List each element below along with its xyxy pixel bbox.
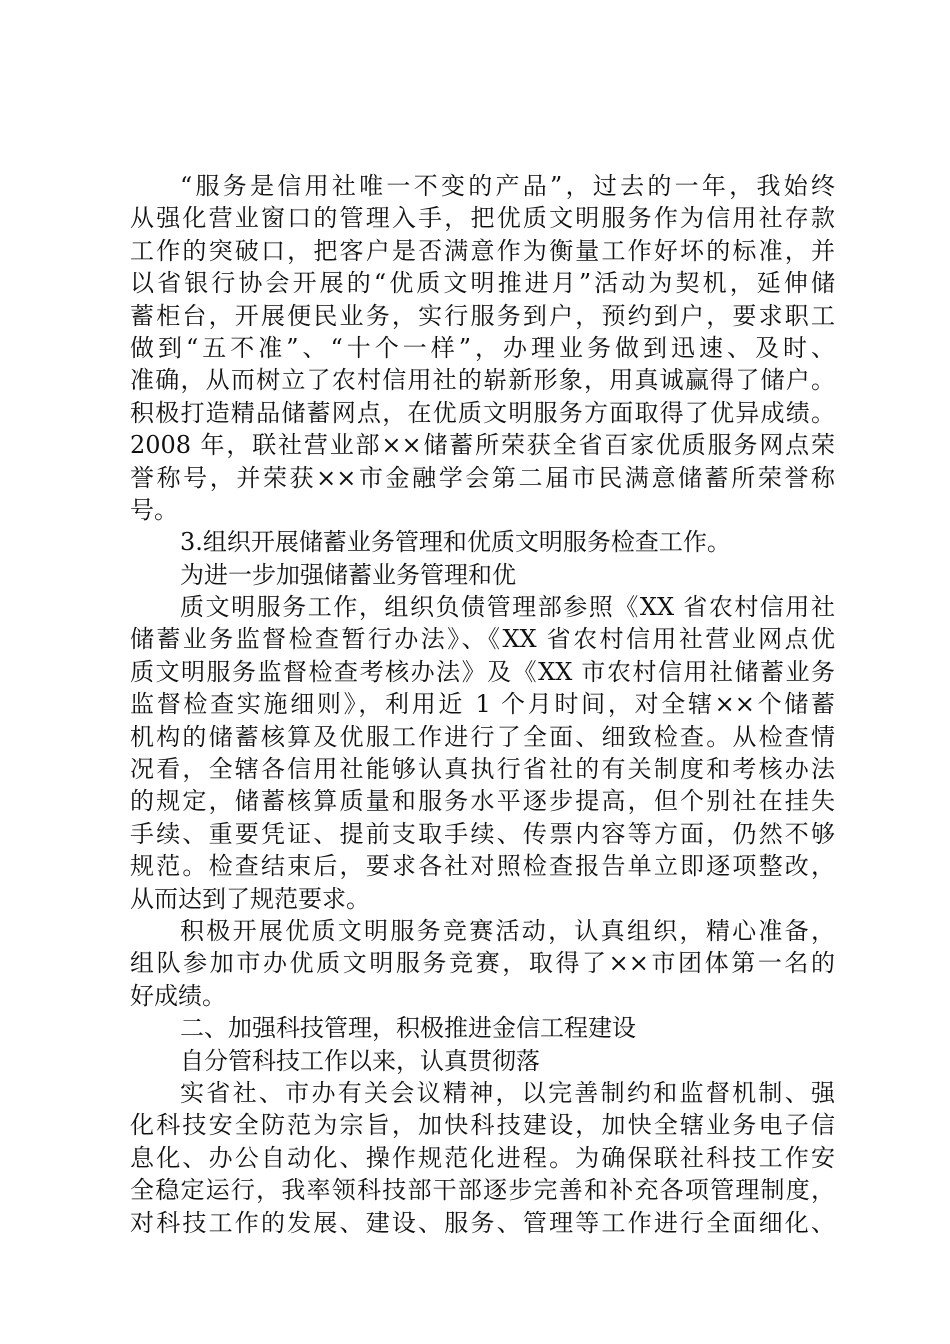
text-line: 手续、重要凭证、提前支取手续、传票内容等方面，仍然不够 (130, 819, 835, 848)
text-line: 为进一步加强储蓄业务管理和优 (180, 560, 516, 589)
text-line: 号。 (130, 495, 178, 524)
text-line: “服务是信用社唯一不变的产品”，过去的一年，我始终 (180, 172, 835, 200)
text-line: 机构的储蓄核算及优服工作进行了全面、细致检查。从检查情 (130, 722, 835, 751)
text-line: 3.组织开展储蓄业务管理和优质文明服务检查工作。 (180, 528, 731, 557)
text-line: 全稳定运行，我率领科技部干部逐步完善和补充各项管理制度， (130, 1176, 835, 1205)
text-line: 以省银行协会开展的“优质文明推进月”活动为契机，延伸储 (130, 269, 835, 298)
text-line: 监督检查实施细则》，利用近 1 个月时间，对全辖××个储蓄 (130, 690, 835, 719)
text-line: 工作的突破口，把客户是否满意作为衡量工作好坏的标准，并 (130, 236, 835, 265)
text-line: 的规定，储蓄核算质量和服务水平逐步提高，但个别社在挂失 (130, 787, 835, 816)
text-line: 好成绩。 (130, 981, 226, 1010)
text-line: 组队参加市办优质文明服务竞赛，取得了××市团体第一名的 (130, 949, 835, 978)
text-line: 储蓄业务监督检查暂行办法》、《XX 省农村信用社营业网点优 (130, 625, 835, 654)
document-body (130, 170, 835, 1239)
text-line: 从而达到了规范要求。 (130, 884, 370, 913)
text-line: 誉称号，并荣获××市金融学会第二届市民满意储蓄所荣誉称 (130, 463, 835, 492)
text-line: 息化、办公自动化、操作规范化进程。为确保联社科技工作安 (130, 1143, 835, 1172)
text-line: 化科技安全防范为宗旨，加快科技建设，加快全辖业务电子信 (130, 1111, 835, 1140)
text-line: 积极打造精品储蓄网点，在优质文明服务方面取得了优异成绩。 (130, 398, 835, 427)
text-line: 规范。检查结束后，要求各社对照检查报告单立即逐项整改， (130, 852, 835, 881)
text-line: 自分管科技工作以来，认真贯彻落 (180, 1046, 540, 1075)
text-line: 实省社、市办有关会议精神，以完善制约和监督机制、强 (180, 1078, 835, 1107)
text-line: 质文明服务工作，组织负债管理部参照《XX 省农村信用社 (180, 593, 835, 622)
text-line: 况看，全辖各信用社能够认真执行省社的有关制度和考核办法 (130, 755, 835, 784)
text-line: 质文明服务监督检查考核办法》及《XX 市农村信用社储蓄业务 (130, 657, 835, 686)
text-line: 蓄柜台，开展便民业务，实行服务到户，预约到户，要求职工 (130, 301, 835, 330)
text-line: 2008 年，联社营业部××储蓄所荣获全省百家优质服务网点荣 (130, 431, 835, 460)
text-line: 对科技工作的发展、建设、服务、管理等工作进行全面细化、 (130, 1208, 835, 1237)
text-line: 积极开展优质文明服务竞赛活动，认真组织，精心准备， (180, 916, 835, 945)
text-line: 做到“五不准”、“十个一样”，办理业务做到迅速、及时、 (130, 333, 835, 362)
text-line: 从强化营业窗口的管理入手，把优质文明服务作为信用社存款 (130, 204, 835, 233)
text-line: 二、加强科技管理，积极推进金信工程建设 (180, 1014, 636, 1043)
text-line: 准确，从而树立了农村信用社的崭新形象，用真诚赢得了储户。 (130, 366, 835, 395)
